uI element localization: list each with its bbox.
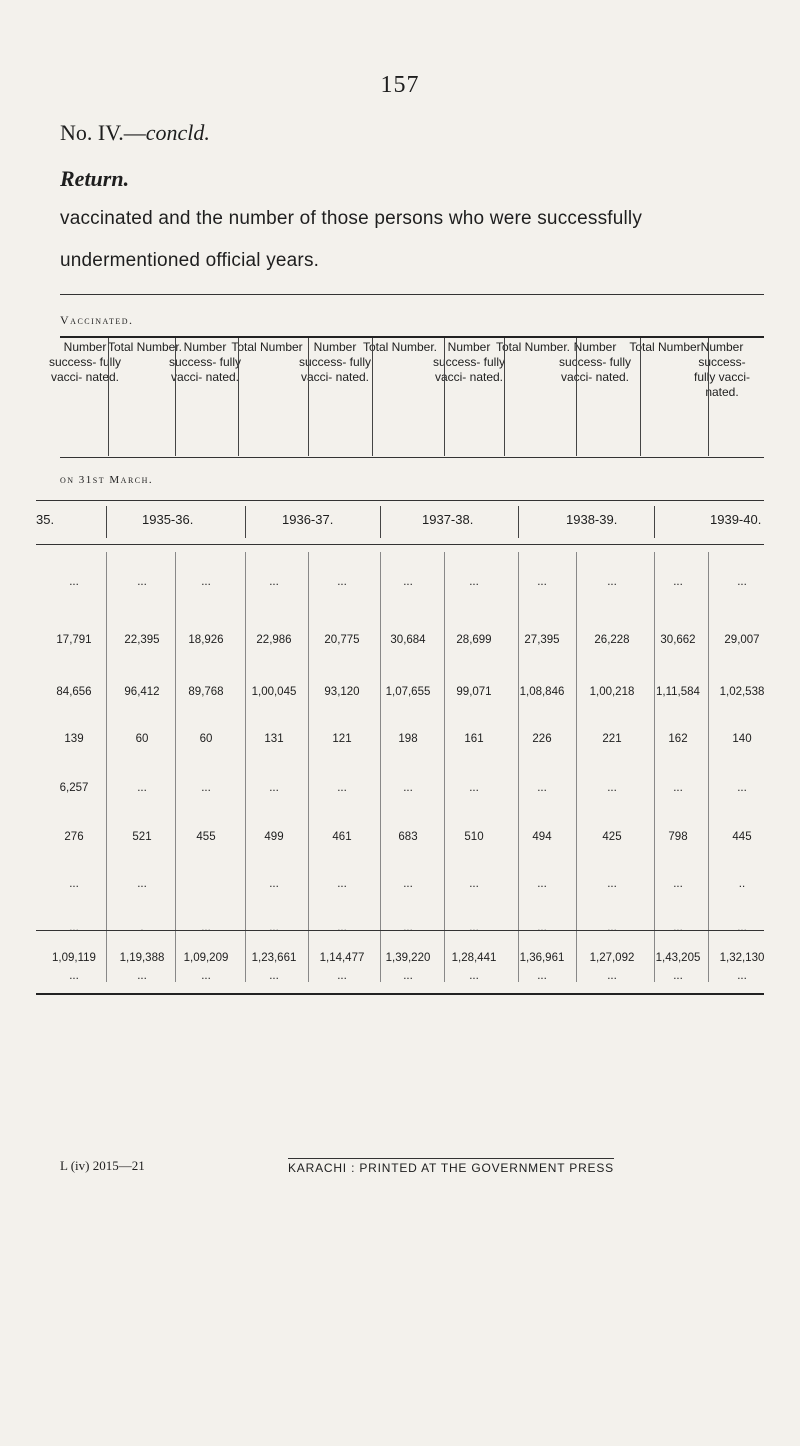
body-text-line-2: undermentioned official years. (60, 250, 320, 271)
table-cell: 1,08,846 (519, 686, 565, 698)
table-cell: 22,395 (124, 634, 160, 646)
header-bottom-rule (60, 457, 764, 458)
table-cell: 1,07,655 (385, 686, 431, 698)
table-cell: ... (69, 576, 79, 588)
table-cell: ... (469, 576, 479, 588)
total-cell: 1,27,092 (589, 952, 635, 964)
section-label: Vaccinated. (60, 313, 134, 327)
table-cell: ... (337, 576, 347, 588)
table-cell: ... (201, 970, 211, 982)
table-cell: ... (537, 922, 547, 934)
table-cell: ... (137, 782, 147, 794)
table-cell: 27,395 (524, 634, 560, 646)
year-bottom-rule (36, 544, 764, 545)
year-top-rule (36, 500, 764, 501)
table-cell: ... (201, 782, 211, 794)
footer-print-code: L (iv) 2015—21 (60, 1158, 145, 1173)
total-cell: 1,23,661 (251, 952, 297, 964)
column-header: Number success- fully vacci- nated. (48, 340, 122, 384)
total-top-rule (36, 930, 764, 931)
table-cell: ... (403, 922, 413, 934)
table-cell: 93,120 (324, 686, 360, 698)
table-cell: 99,071 (456, 686, 492, 698)
table-cell: 1,00,045 (251, 686, 297, 698)
column-header: Total Number (231, 340, 303, 354)
table-cell: ... (537, 878, 547, 890)
column-divider (444, 552, 445, 982)
table-cell: 60 (199, 733, 213, 745)
table-cell: 22,986 (256, 634, 292, 646)
total-cell: 1,14,477 (319, 952, 365, 964)
column-divider (308, 338, 309, 456)
table-cell: 1,02,538 (719, 686, 765, 698)
top-rule (60, 294, 764, 295)
table-cell: 1,11,584 (656, 686, 700, 698)
column-divider (106, 552, 107, 982)
return-title: Return. (60, 166, 130, 191)
column-divider (444, 338, 445, 456)
column-divider (576, 338, 577, 456)
table-cell: ... (673, 970, 683, 982)
year-label: 1937-38. (422, 512, 474, 527)
date-label: on 31st March. (60, 474, 154, 486)
column-header: Total Number. (495, 340, 571, 354)
table-cell: ... (403, 576, 413, 588)
table-cell: 683 (398, 831, 418, 843)
column-header: Number success- fully vacci- nated. (298, 340, 372, 384)
table-cell: ... (607, 878, 617, 890)
table-cell: ... (69, 878, 79, 890)
table-cell: 26,228 (594, 634, 630, 646)
column-divider (238, 338, 239, 456)
year-row (36, 512, 764, 534)
year-divider (106, 506, 107, 538)
table-cell: 140 (732, 733, 752, 745)
table-cell: 161 (464, 733, 484, 745)
page-number: 157 (380, 72, 420, 98)
footer-printer: KARACHI : PRINTED AT THE GOVERNMENT PRESS (288, 1158, 614, 1175)
table-cell: ... (673, 782, 683, 794)
table-cell: 18,926 (188, 634, 224, 646)
column-divider (518, 552, 519, 982)
table-cell: 521 (132, 831, 152, 843)
year-divider (654, 506, 655, 538)
table-cell: 798 (668, 831, 688, 843)
table-cell: . (140, 922, 144, 934)
table-cell: ... (737, 970, 747, 982)
table-cell: ... (607, 782, 617, 794)
total-bottom-rule (36, 993, 764, 995)
column-header: Number success- fully vacci- nated. (558, 340, 632, 384)
year-label: 35. (36, 512, 55, 527)
table-cell: ... (269, 922, 279, 934)
year-divider (518, 506, 519, 538)
total-cell: 1,28,441 (451, 952, 497, 964)
table-cell: ... (537, 970, 547, 982)
table-cell: ... (269, 576, 279, 588)
total-cell: 1,43,205 (655, 952, 701, 964)
table-cell: 226 (532, 733, 552, 745)
table-cell: 461 (332, 831, 352, 843)
table-cell: 60 (135, 733, 149, 745)
table-cell: ... (337, 970, 347, 982)
table-cell: 139 (64, 733, 84, 745)
table-cell: ... (737, 576, 747, 588)
table-cell: 121 (332, 733, 352, 745)
table-cell: 30,684 (390, 634, 426, 646)
table-cell: ... (537, 576, 547, 588)
table-cell: 162 (668, 733, 688, 745)
table-cell: ... (607, 970, 617, 982)
year-label: 1936-37. (282, 512, 334, 527)
total-cell: 1,09,119 (52, 952, 96, 964)
column-divider (640, 338, 641, 456)
total-cell: 1,09,209 (183, 952, 229, 964)
table-cell: 131 (264, 733, 284, 745)
column-divider (654, 552, 655, 982)
table-cell: ... (737, 922, 747, 934)
table-cell: ... (69, 922, 79, 934)
column-header: Number success- fully vacci- nated. (432, 340, 506, 384)
total-cell: 1,32,130 (719, 952, 765, 964)
column-divider (175, 552, 176, 982)
column-header: Total Number. (107, 340, 183, 354)
table-cell: ... (201, 922, 211, 934)
column-header: Total Number (629, 340, 701, 354)
column-divider (308, 552, 309, 982)
table-cell: 455 (196, 831, 216, 843)
body-text-line-1: vaccinated and the number of those persons who were successfully (60, 208, 643, 229)
table-cell: 425 (602, 831, 622, 843)
table-cell: ... (673, 922, 683, 934)
table-cell: 221 (602, 733, 622, 745)
column-divider (175, 338, 176, 456)
table-cell: ... (269, 970, 279, 982)
column-divider (380, 552, 381, 982)
heading-number: No. IV.— (60, 120, 146, 145)
column-divider (576, 552, 577, 982)
table-cell: 84,656 (56, 686, 92, 698)
table-cell: ... (137, 970, 147, 982)
table-cell: 28,699 (456, 634, 492, 646)
year-label: 1939-40. (710, 512, 762, 527)
table-cell: 510 (464, 831, 484, 843)
table-cell: ... (337, 922, 347, 934)
document-heading (60, 120, 210, 146)
total-cell: 1,39,220 (385, 952, 431, 964)
table-cell: ... (673, 878, 683, 890)
table-cell: ... (137, 576, 147, 588)
total-cell: 1,19,388 (119, 952, 165, 964)
column-divider (708, 338, 709, 456)
table-cell: ... (673, 576, 683, 588)
table-cell: 89,768 (188, 686, 224, 698)
table-cell: 1,00,218 (589, 686, 635, 698)
table-cell: ... (607, 922, 617, 934)
table-cell: ... (607, 576, 617, 588)
table-cell: ... (337, 878, 347, 890)
table-cell: 17,791 (56, 634, 92, 646)
table-cell: ... (269, 878, 279, 890)
table-cell: 445 (732, 831, 752, 843)
table-cell: ... (537, 782, 547, 794)
table-cell: ... (469, 970, 479, 982)
table-cell: 20,775 (324, 634, 360, 646)
table-cell: 29,007 (724, 634, 760, 646)
table-cell: ... (469, 782, 479, 794)
column-divider (372, 338, 373, 456)
table-cell: 30,662 (660, 634, 696, 646)
column-divider (708, 552, 709, 982)
total-cell: 1,36,961 (519, 952, 565, 964)
year-label: 1938-39. (566, 512, 618, 527)
header-top-rule (60, 336, 764, 338)
year-divider (245, 506, 246, 538)
table-cell: .. (738, 878, 746, 890)
column-header: Number success- fully vacci- nated. (693, 340, 750, 399)
table-cell: 6,257 (59, 782, 89, 794)
heading-concld: concld. (145, 120, 210, 145)
table-cell: ... (269, 782, 279, 794)
table-cell: 96,412 (124, 686, 160, 698)
column-header: Total Number. (362, 340, 438, 354)
table-cell: ... (201, 576, 211, 588)
table-cell: ... (403, 878, 413, 890)
table-cell: ... (737, 782, 747, 794)
column-header: Number success- fully vacci- nated. (168, 340, 242, 384)
table-cell: ... (137, 878, 147, 890)
column-divider (245, 552, 246, 982)
table-cell: ... (403, 782, 413, 794)
table-cell: ... (469, 878, 479, 890)
year-divider (380, 506, 381, 538)
year-label: 1935-36. (142, 512, 194, 527)
table-cell: ... (469, 922, 479, 934)
table-cell: ... (403, 970, 413, 982)
table-cell: 276 (64, 831, 84, 843)
column-divider (504, 338, 505, 456)
table-cell: 198 (398, 733, 418, 745)
table-cell: ... (337, 782, 347, 794)
column-divider (108, 338, 109, 456)
table-cell: 494 (532, 831, 552, 843)
table-cell: 499 (264, 831, 284, 843)
table-cell: ... (69, 970, 79, 982)
